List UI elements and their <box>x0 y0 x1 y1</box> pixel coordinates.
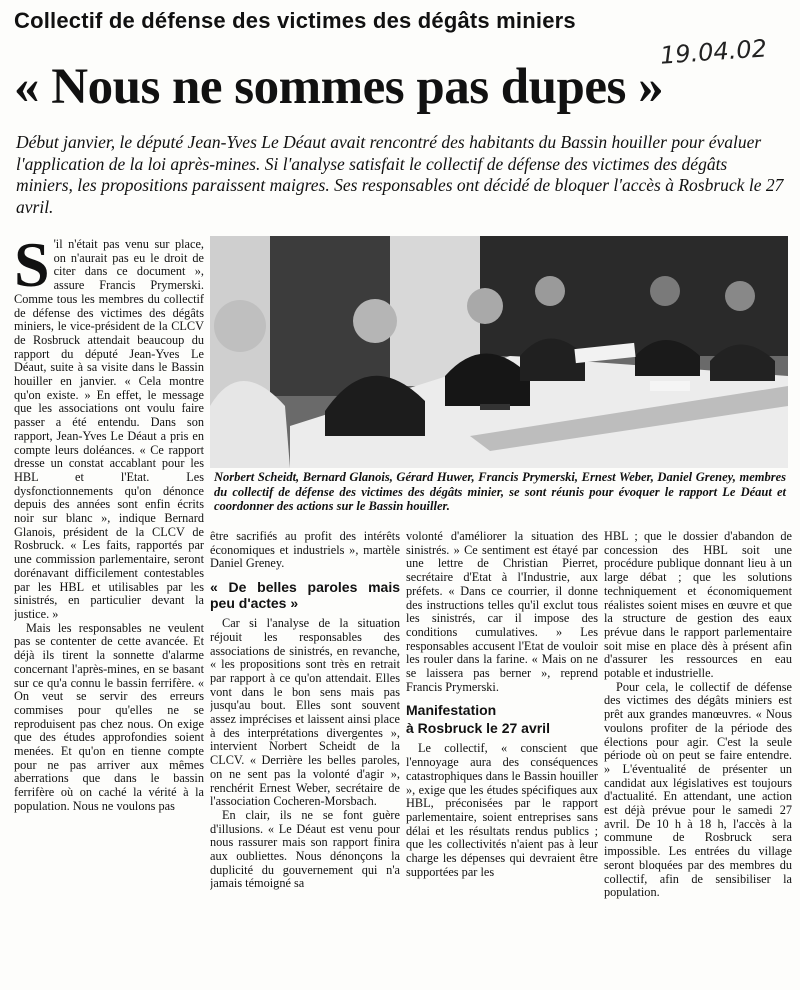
paragraph: volonté d'améliorer la situation des sinistrés. » Ce sentiment est étayé par une lettre de Christian Pierret, secrétaire d'Etat à l'Industrie, aux préfets. « Dans ce courrier, il donne des instructions telles qu'il exclut tous les sinistrés, car il impose des conditions cumulatives. » Les responsables accusent l'Etat de vouloir les rouler dans la farine. « Mais on ne se laissera pas berner », reprend Francis Prymerski. <box>406 530 598 694</box>
paragraph: Le collectif, « conscient que l'ennoyage aura des conséquences catastrophiques dans le Bassin houiller », exige que les études spécifiques aux HBL, préconisées par le rapport parlementaire, soient entreprises sans délai et les résultats rendus publics ; que les collectivités n'aient pas à leur charge les dépenses qui devraient être supportées par les <box>406 741 598 879</box>
drop-cap: S <box>14 238 50 300</box>
meeting-photo-drawing <box>210 236 788 468</box>
paragraph: Car si l'analyse de la situation réjouit les responsables des associations de sinistrés, en revanche, « les propositions sont très en retrait par rapport à ce qu'on attendait. Elles vont dans le bon sens mais pas jusqu'au bout. Elles sont souvent assez imprécises et laissent ainsi place à des interprétations divergentes », intervient Norbert Scheidt de la CLCV. « Derrière les belles paroles, on ne sent pas la volonté d'agir », renchérit Ernest Weber, secrétaire de l'association Cocheren-Morsbach. <box>210 616 400 809</box>
paragraph: Pour cela, le collectif de défense des victimes des dégâts miniers est prêt aux grandes manœuvres. « Nous voulons profiter de la période des élections pour agir. C'est la seule période où on peut se faire entendre. » L'éventualité de présenter un candidat aux législatives est toujours d'actualité. En attendant, une action est déjà prévue pour le samedi 27 avril. De 10 h à 18 h, l'accès à la commune de Rosbruck sera impossible. Les entrées du village seront bloquées par des membres du collectif, afin de sensibiliser la population. <box>604 679 792 900</box>
subheading: Manifestation <box>406 702 497 719</box>
article-column-3 <box>406 530 598 988</box>
photo-caption: Norbert Scheidt, Bernard Glanois, Gérard Huwer, Francis Prymerski, Ernest Weber, Daniel Greney, membres du collectif de défense des victimes des dégâts minier, se sont réunis pour évoquer le rapport Le Déaut et coordonner des actions sur le Bassin houiller. <box>214 470 786 513</box>
subheading: à Rosbruck le 27 avril <box>406 720 550 737</box>
article-column-1 <box>14 238 204 988</box>
paragraph: être sacrifiés au profit des intérêts économiques et industriels », martèle Daniel Greney. <box>210 530 400 571</box>
paragraph: En clair, ils ne se font guère d'illusions. « Le Déaut est venu pour nous rassurer mais son rapport finira aux oubliettes. Nous dénonçons la duplicité du gouvernement qui n'a jamais témoigné sa <box>210 807 400 891</box>
paragraph: S 'il n'était pas venu sur place, on n'aurait pas eu le droit de citer dans ce document », assure Francis Prymerski. Comme tous les membres du collectif de défense des victimes des dégâts miniers, le vice-président de la CLCV de Rosbruck attendait beaucoup du rapport du député Jean-Yves Le Déaut, suite à sa visite dans le Bassin houiller en janvier. « Cela montre qu'on existe. » En effet, le message que les associations ont voulu faire passer a été entendu. Dans son rapport, Jean-Yves Le Déaut a pris en compte leurs doléances. « Ce rapport dresse un constat accablant pour les HBL et l'Etat. Les dysfonctionnements qu'on dénonce depuis des années sont enfin écrits noir sur blanc », indique Bernard Glanois, président de la CLCV de Rosbruck. « Les faits, rapportés par une commission parlementaire, seront dorénavant difficilement contestables par les HBL et utilisables par les sinistrés, en particulier devant la justice. » <box>14 238 204 621</box>
page-title: « Nous ne sommes pas dupes » <box>14 59 664 115</box>
article-column-4 <box>604 530 792 988</box>
handwritten-date: 19.04.02 <box>659 34 768 70</box>
paragraph: Mais les responsables ne veulent pas se contenter de cette avancée. Et déjà ils tirent la sonnette d'alarme concernant l'après-mines, en se basant sur ce qu'a connu le bassin ferrifère. « On veut se servir des erreurs commises pour qu'elles ne se reproduisent pas chez nous. On exige que des études approfondies soient menées. Et qu'on en tienne compte pour ne pas arriver aux mêmes aberrations que dans le bassin ferrifère où on caché la vérité à la population. Nous ne voulons pas <box>14 620 204 813</box>
meeting-photo <box>210 236 788 468</box>
kicker-title: Collectif de défense des victimes des dégâts miniers <box>14 8 576 33</box>
paragraph: HBL ; que le dossier d'abandon de concession des HBL soit une procédure publique donnant lieu à un large débat ; que les solutions techniquement et économiquement réalistes soient mises en œuvre et que la structure de gestion des eaux prévue dans le rapport parlementaire soit mise en place dès à présent afin d'assurer les ressources en eau potable et industrielle. <box>604 530 792 681</box>
lead-paragraph: Début janvier, le député Jean-Yves Le Déaut avait rencontré des habitants du Bassin houiller pour évaluer l'application de la loi après-mines. Si l'analyse satisfait le collectif de défense des victimes des dégâts miniers, les propositions paraissent maigres. Ses responsables ont décidé de bloquer l'accès à Rosbruck le 27 avril. <box>16 132 784 217</box>
article-column-2 <box>210 530 400 988</box>
subheading: « De belles paroles mais peu d'actes » <box>210 579 400 612</box>
